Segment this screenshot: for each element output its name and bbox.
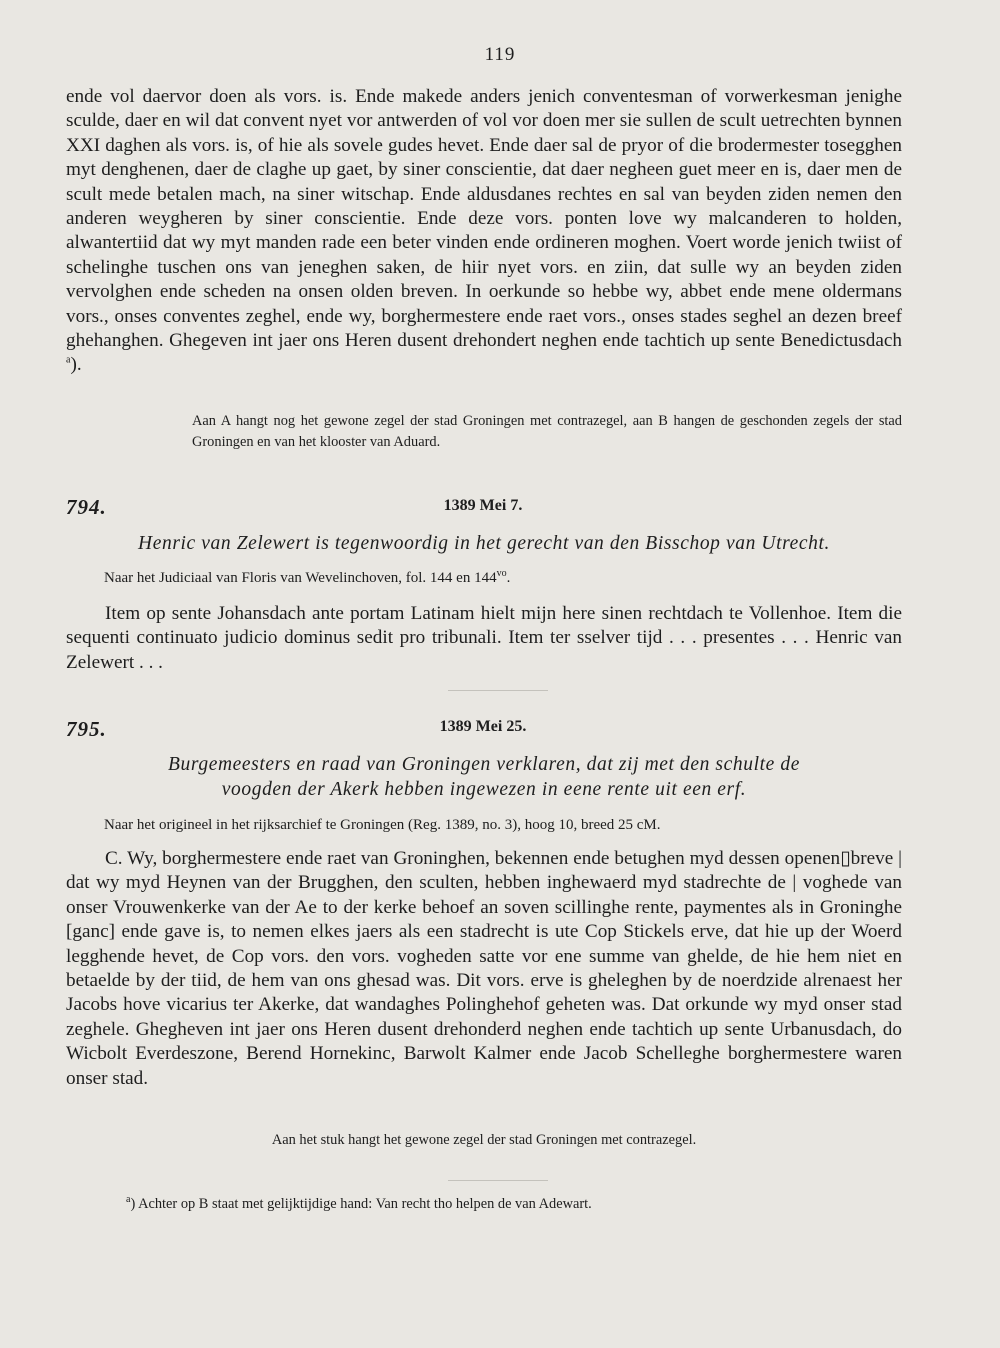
entry-794-source	[104, 568, 510, 588]
entry-794-date: 1389 Mei 7.	[443, 497, 523, 514]
page-number: 119	[484, 44, 516, 65]
entry-794-number: 794.	[66, 495, 107, 519]
entry-794-source-text: Naar het Judiciaal van Floris van Wevelinchoven, fol. 144 en 144	[104, 570, 497, 586]
entry-795-source: Naar het origineel in het rijksarchief te Groningen (Reg. 1389, no. 3), hoog 10, breed 25 cM.	[104, 817, 661, 833]
entry-795-text: C. Wy, borghermestere ende raet van Groninghen, bekennen ende betughen myd dessen openen▯breve | dat wy myd Heynen van der Brugghen, den sculten, hebben inghewaerd myd stadrechte de | voghede van onser Vrouwenkerke van der Ae to der kerke behoef an soven scillinghe rente, paymentes als in Groninghe [ganc] ende gave is, to nemen elkes jaers als een stadrecht is ute Cop Stickels erve, dat hie up der Woerd legghende hevet, de Cop vors. den vors. vogheden satte vor ene summe van ghelde, de hie hem niet en betaelde by der tiid, de hem van ons ghesad was. Dit vors. erve is gheleghen by de noerdzide alrenaest her Jacobs hove vicarius ter Akerke, dat wandaghes Polinghehof geheten was. Dat orkunde wy myd onser stad zeghele. Ghegheven int jaer ons Heren dusent drehonderd neghen ende tachtich up sente Urbanusdach, do Wicbolt Everdeszone, Berend Hornekinc, Barwolt Kalmer ende Jacob Schelleghe borghermestere waren onser stad.	[66, 848, 902, 1089]
footnote-text: Achter op B staat met gelijktijdige hand: Van recht tho helpen de van Adewart.	[138, 1196, 592, 1212]
entry-794-source-sup: vo	[496, 568, 507, 579]
footnote	[126, 1194, 826, 1214]
entry-795-seal-note: Aan het stuk hangt het gewone zegel der stad Groningen met contrazegel.	[271, 1132, 697, 1148]
entry-795-heading-line-1: Burgemeesters en raad van Groningen verklaren, dat zij met den schulte de	[168, 754, 800, 775]
section-divider	[448, 690, 548, 691]
footnote-reference: a	[66, 355, 71, 367]
footnote-divider	[448, 1180, 548, 1181]
entry-795-heading-line-2: voogden der Akerk hebben ingewezen in eene rente uit een erf.	[221, 779, 747, 800]
entry-794-source-end: .	[506, 570, 511, 586]
footnote-marker: a	[126, 1194, 131, 1206]
entry-794-heading: Henric van Zelewert is tegenwoordig in het gerecht van den Bisschop van Utrecht.	[138, 533, 830, 554]
entry-794-text: Item op sente Johansdach ante portam Latinam hielt mijn here sinen rechtdach te Vollenhoe. Item die sequenti continuato judicio dominus sedit pro tribunali. Item ter sselver tijd . . . presentes . . . Henric van Zelewert . . .	[66, 603, 902, 673]
entry-795-date: 1389 Mei 25.	[439, 718, 527, 735]
continuation-paragraph	[66, 85, 902, 378]
continuation-end: ).	[70, 354, 82, 376]
continuation-text: ende vol daervor doen als vors. is. Ende makede anders jenich conventesman of vorwerkesman jenighe sculde, daer en wil dat convent nyet vor antwerden of vol vor doen mer sie sullen de scult uetrechten bynnen XXI daghen als vors. is, of hie als sovele gudes hevet. Ende daer sal de pryor of die brodermester tosegghen myt denghenen, daer de claghe up gaet, by siner conscientie, dat daer negheen guet meer en is, daer men de scult mede betalen mach, na siner witschap. Ende aldusdanes rechtes en sal van beyden ziden nemen den anderen weygheren by siner conscientie. Ende deze vors. ponten love wy malcanderen to holden, alwantertiid dat wy myt manden rade een beter vinden ende ordineren moghen. Voert worde jenich twiist of schelinghe tuschen ons van jeneghen saken, de hiir nyet vors. en ziin, dat sulle wy an beyden ziden vervolghen ende scheden na onsen olden breven. In oerkunde so hebbe wy, abbet ende mene oldermans vors., onses conventes zeghel, ende wy, borghermestere ende raet vors., onses stades seghel an dezen breef ghehanghen. Ghegeven int jaer ons Heren dusent drehondert neghen ende tachtich up sente Benedictusdach	[66, 86, 902, 352]
footnote-marker-close: )	[130, 1196, 136, 1212]
continuation-seal-note: Aan A hangt nog het gewone zegel der stad Groningen met contrazegel, aan B hangen de geschonden zegels der stad Groningen en van het klooster van Aduard.	[192, 413, 902, 450]
entry-795-number: 795.	[66, 717, 107, 741]
